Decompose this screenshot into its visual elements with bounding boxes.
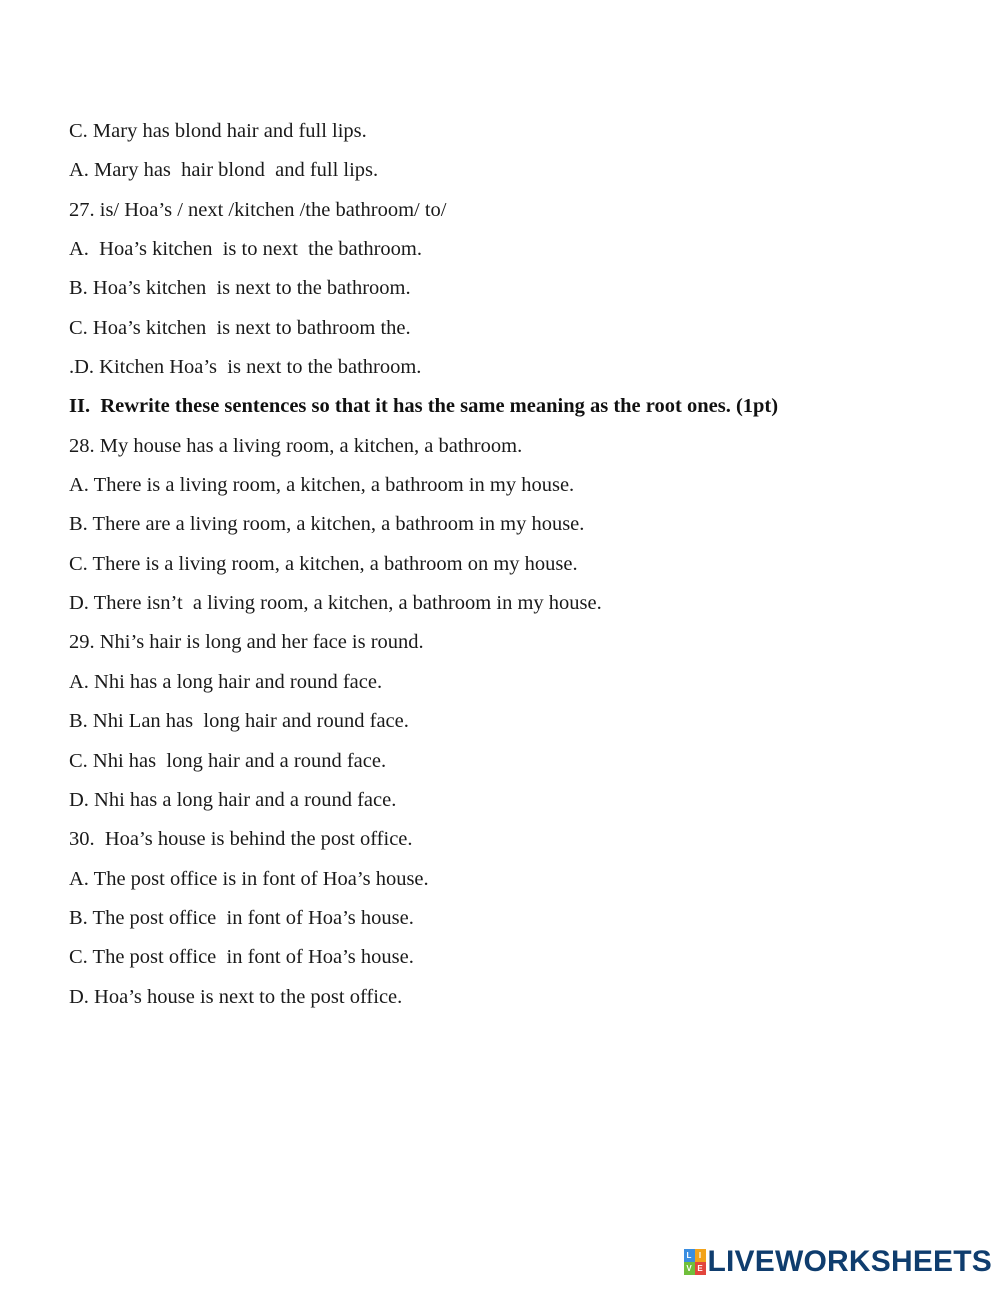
worksheet-line: C. Nhi has long hair and a round face.	[69, 749, 387, 772]
worksheet-line: D. Nhi has a long hair and a round face.	[69, 788, 397, 811]
worksheet-line: .D. Kitchen Hoa’s is next to the bathroom.	[69, 356, 422, 379]
worksheet-line: B. Hoa’s kitchen is next to the bathroom.	[69, 277, 411, 300]
worksheet-line: C. There is a living room, a kitchen, a bathroom on my house.	[69, 552, 578, 575]
worksheet-line: 27. is/ Hoa’s / next /kitchen /the bathroom/ to/	[69, 198, 447, 221]
worksheet-line: D. There isn’t a living room, a kitchen, a bathroom in my house.	[69, 592, 602, 615]
liveworksheets-logo-icon	[684, 1249, 706, 1275]
logo-letter: V	[684, 1262, 695, 1275]
worksheet-line: A. The post office is in font of Hoa’s house.	[69, 867, 429, 890]
worksheet-line: 28. My house has a living room, a kitchen, a bathroom.	[69, 434, 523, 457]
logo-letter: L	[684, 1249, 695, 1262]
liveworksheets-wordmark: LIVEWORKSHEETS	[707, 1245, 992, 1278]
worksheet-line: C. Mary has blond hair and full lips.	[69, 120, 367, 142]
worksheet-content	[69, 117, 949, 1022]
worksheet-line: A. Hoa’s kitchen is to next the bathroom.	[69, 238, 422, 261]
liveworksheets-logo	[684, 1245, 993, 1279]
worksheet-line: 30. Hoa’s house is behind the post office.	[69, 828, 413, 851]
logo-letter: E	[695, 1262, 706, 1275]
worksheet-line: B. There are a living room, a kitchen, a bathroom in my house.	[69, 513, 585, 536]
worksheet-line: A. There is a living room, a kitchen, a bathroom in my house.	[69, 474, 575, 497]
worksheet-line: C. The post office in font of Hoa’s house.	[69, 946, 414, 969]
worksheet-line: 29. Nhi’s hair is long and her face is round.	[69, 631, 424, 654]
worksheet-line: D. Hoa’s house is next to the post office.	[69, 985, 403, 1008]
section-heading: II. Rewrite these sentences so that it has the same meaning as the root ones. (1pt)	[69, 395, 779, 418]
worksheet-line: A. Nhi has a long hair and round face.	[69, 670, 383, 693]
worksheet-line: A. Mary has hair blond and full lips.	[69, 159, 379, 182]
worksheet-line: B. The post office in font of Hoa’s house.	[69, 906, 414, 929]
worksheet-line: B. Nhi Lan has long hair and round face.	[69, 710, 409, 733]
worksheet-line: C. Hoa’s kitchen is next to bathroom the.	[69, 316, 411, 339]
logo-letter: I	[695, 1249, 706, 1262]
